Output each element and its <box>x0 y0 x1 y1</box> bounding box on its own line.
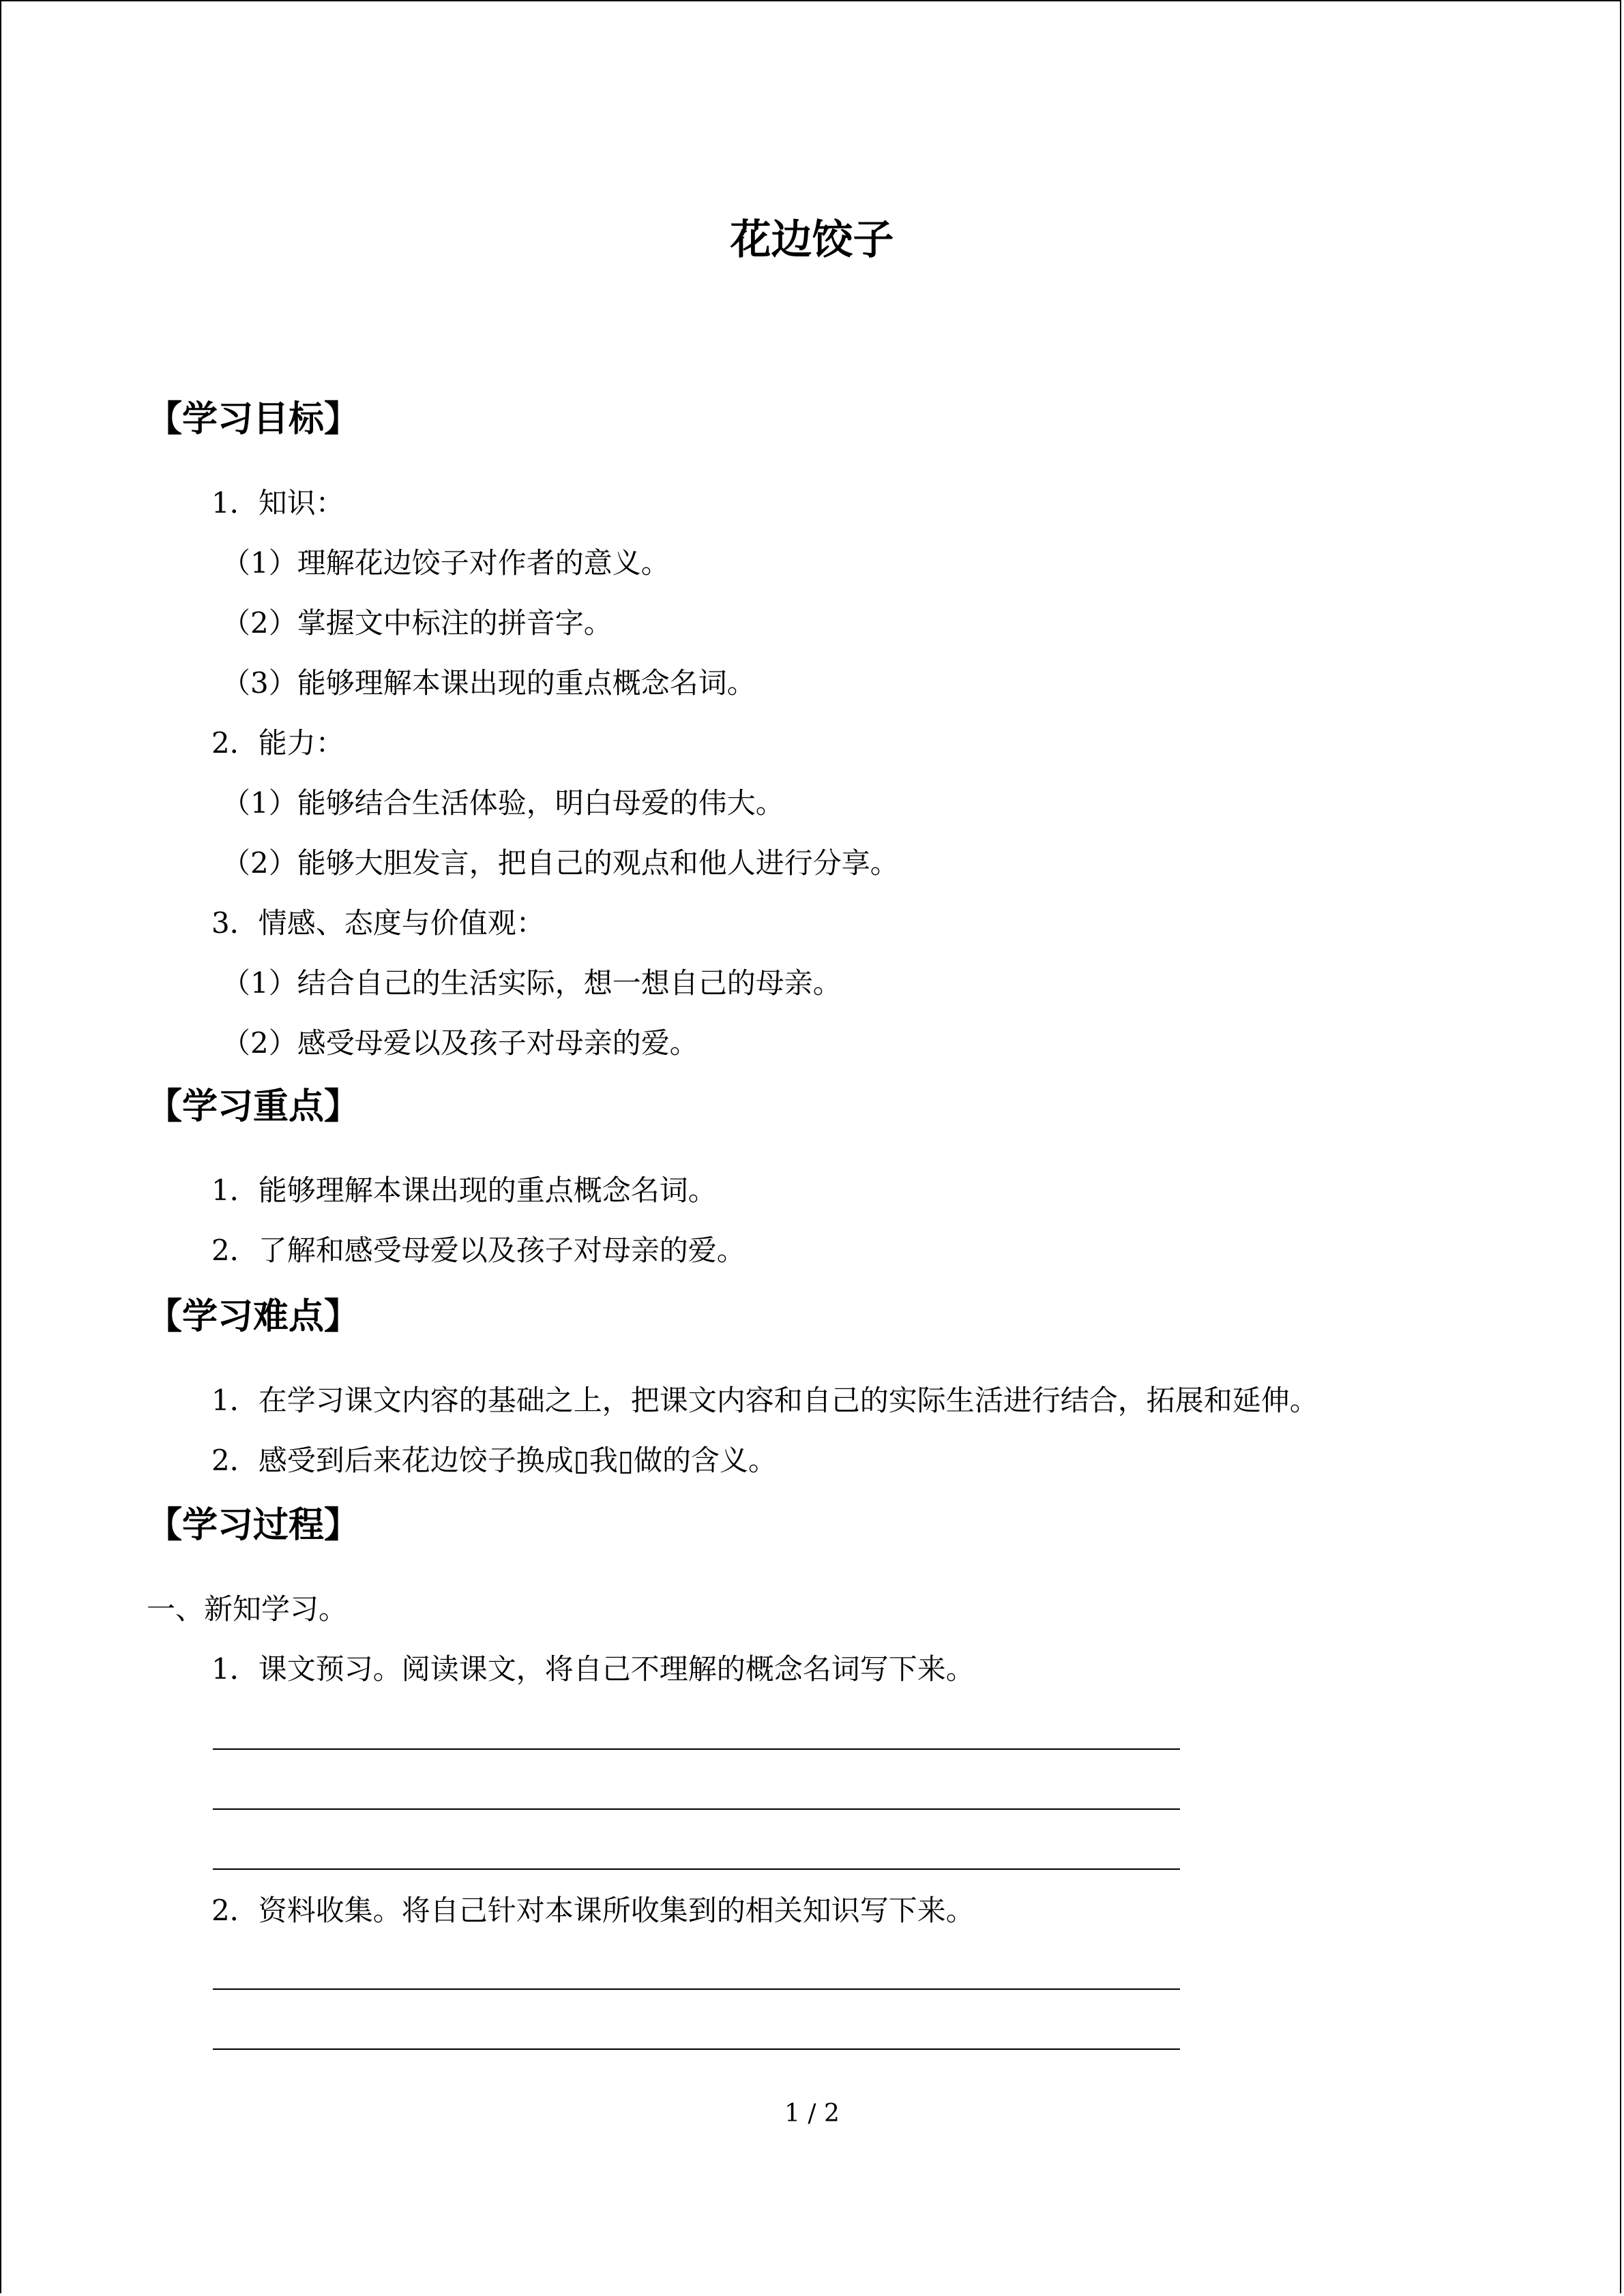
answer-line[interactable] <box>213 1808 1180 1810</box>
process-part-1: 一、新知学习。 <box>147 1592 348 1626</box>
key-point-2: 2．了解和感受母爱以及孩子对母亲的爱。 <box>211 1234 745 1267</box>
answer-line[interactable] <box>213 1868 1180 1870</box>
process-question-2: 2．资料收集。将自己针对本课所收集到的相关知识写下来。 <box>211 1894 975 1927</box>
heading-learning-process: 【学习过程】 <box>147 1505 360 1546</box>
difficulty-2: 2．感受到后来花边饺子换成▯我▯做的含义。 <box>211 1444 777 1477</box>
key-point-1: 1．能够理解本课出现的重点概念名词。 <box>211 1174 717 1207</box>
heading-learning-goals: 【学习目标】 <box>147 399 360 440</box>
goal-emotion-item-2: （2）感受母爱以及孩子对母亲的爱。 <box>222 1026 698 1060</box>
goal-knowledge-title: 1．知识： <box>211 486 344 520</box>
difficulty-1: 1．在学习课文内容的基础之上，把课文内容和自己的实际生活进行结合，拓展和延伸。 <box>211 1384 1318 1417</box>
goal-ability-title: 2．能力： <box>211 726 344 760</box>
page-number: 1 / 2 <box>784 2100 840 2128</box>
goal-knowledge-item-1: （1）理解花边饺子对作者的意义。 <box>222 546 670 580</box>
process-question-1: 1．课文预习。阅读课文，将自己不理解的概念名词写下来。 <box>211 1652 975 1686</box>
goal-ability-item-2: （2）能够大胆发言，把自己的观点和他人进行分享。 <box>222 846 899 880</box>
goal-knowledge-item-2: （2）掌握文中标注的拼音字。 <box>222 606 612 640</box>
goal-ability-item-1: （1）能够结合生活体验，明白母爱的伟大。 <box>222 786 784 820</box>
answer-line[interactable] <box>213 2048 1180 2050</box>
answer-line[interactable] <box>213 1988 1180 1990</box>
page-title: 花边饺子 <box>730 216 894 264</box>
goal-emotion-title: 3．情感、态度与价值观： <box>211 906 545 940</box>
goal-knowledge-item-3: （3）能够理解本课出现的重点概念名词。 <box>222 666 756 700</box>
goal-emotion-item-1: （1）结合自己的生活实际，想一想自己的母亲。 <box>222 966 842 1000</box>
heading-difficulties: 【学习难点】 <box>147 1296 360 1337</box>
heading-key-points: 【学习重点】 <box>147 1086 360 1127</box>
answer-line[interactable] <box>213 1748 1180 1750</box>
